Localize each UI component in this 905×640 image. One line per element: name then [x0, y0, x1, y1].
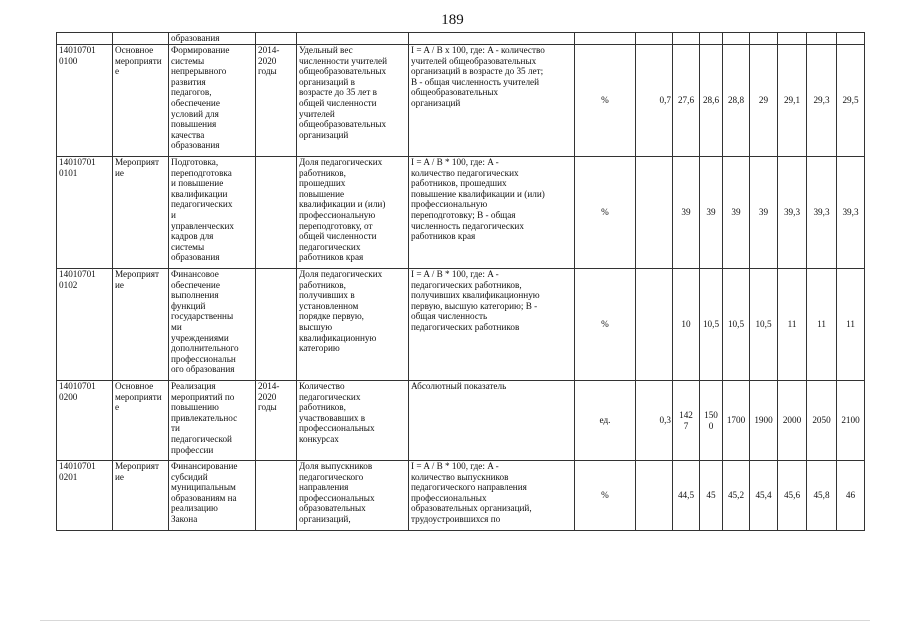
indicator-cell: Доля педагогических работников, получивших в установленном порядке первую, высшую квалификационную категорию [297, 269, 409, 381]
indicator-cell [297, 33, 409, 45]
code-cell [57, 33, 113, 45]
name-cell: Формирование системы непрерывного развития педагогов, обеспечение условий для повышения качества образования [169, 45, 256, 157]
value-cell: 11 [807, 269, 837, 381]
table-row [57, 461, 865, 531]
value-cell: 29,1 [778, 45, 807, 157]
code-cell: 14010701 0200 [57, 381, 113, 461]
kind-cell: Мероприят ие [113, 269, 169, 381]
formula-cell: I = A / B * 100, где: A - количество педагогических работников, прошедших повышение квалификации и (или) профессиональную переподготовку; B - общая численность педагогических работников края [409, 157, 575, 269]
table-row [57, 45, 865, 157]
value-cell: 45,4 [750, 461, 778, 531]
name-cell: Финансирование субсидий муниципальным образованиям на реализацию Закона [169, 461, 256, 531]
value-cell: 39,3 [837, 157, 865, 269]
table-row-continuation [57, 33, 865, 45]
value-cell: 29,3 [807, 45, 837, 157]
scan-edge-line [40, 620, 870, 621]
value-cell [837, 33, 865, 45]
value-cell: 1700 [723, 381, 750, 461]
kind-cell [113, 33, 169, 45]
value-cell: 142 7 [673, 381, 700, 461]
value-cell: 1900 [750, 381, 778, 461]
program-indicators-table [56, 32, 865, 531]
value-cell [778, 33, 807, 45]
value-cell: 11 [778, 269, 807, 381]
period-cell [256, 269, 297, 381]
formula-cell: I = A / B * 100, где: A - количество выпускников педагогического направления профессиональных образовательных организаций, трудоустроившихся по [409, 461, 575, 531]
value-cell: 29 [750, 45, 778, 157]
value-cell: 44,5 [673, 461, 700, 531]
code-cell: 14010701 0102 [57, 269, 113, 381]
value-cell [673, 33, 700, 45]
formula-cell [409, 33, 575, 45]
period-cell: 2014- 2020 годы [256, 381, 297, 461]
value-cell: 39,3 [807, 157, 837, 269]
table-row [57, 381, 865, 461]
unit-cell: % [575, 269, 636, 381]
value-cell: 28,6 [700, 45, 723, 157]
value-cell: 39 [723, 157, 750, 269]
value-cell: 27,6 [673, 45, 700, 157]
value-cell: 45,2 [723, 461, 750, 531]
value-cell: 39 [750, 157, 778, 269]
value-cell: 2050 [807, 381, 837, 461]
base-value-cell [636, 269, 673, 381]
base-value-cell: 0,3 [636, 381, 673, 461]
code-cell: 14010701 0201 [57, 461, 113, 531]
value-cell: 10,5 [700, 269, 723, 381]
value-cell: 2000 [778, 381, 807, 461]
base-value-cell [636, 461, 673, 531]
table-row [57, 157, 865, 269]
kind-cell: Мероприят ие [113, 461, 169, 531]
table-row [57, 269, 865, 381]
value-cell [750, 33, 778, 45]
period-cell [256, 461, 297, 531]
value-cell: 10,5 [723, 269, 750, 381]
value-cell: 10 [673, 269, 700, 381]
unit-cell: % [575, 461, 636, 531]
name-cell: Реализация мероприятий по повышению привлекательнос ти педагогической профессии [169, 381, 256, 461]
page-number: 189 [441, 12, 464, 28]
formula-cell: I = A / B * 100, где: A - педагогических работников, получивших квалификационную первую, высшую категорию; B - общая численность педагогических работников [409, 269, 575, 381]
value-cell: 11 [837, 269, 865, 381]
base-value-cell: 0,7 [636, 45, 673, 157]
value-cell: 28,8 [723, 45, 750, 157]
value-cell: 29,5 [837, 45, 865, 157]
value-cell [807, 33, 837, 45]
period-cell [256, 33, 297, 45]
formula-cell: I = A / B x 100, где: A - количество учителей общеобразовательных организаций в возрасте до 35 лет; B - общая численность учителей общеобразовательных организаций [409, 45, 575, 157]
indicator-cell: Количество педагогических работников, участвовавших в профессиональных конкурсах [297, 381, 409, 461]
value-cell: 45,8 [807, 461, 837, 531]
formula-cell: Абсолютный показатель [409, 381, 575, 461]
value-cell: 150 0 [700, 381, 723, 461]
value-cell: 45,6 [778, 461, 807, 531]
code-cell: 14010701 0100 [57, 45, 113, 157]
indicator-cell: Доля выпускников педагогического направления профессиональных образовательных организаций, [297, 461, 409, 531]
kind-cell: Основное мероприяти е [113, 45, 169, 157]
value-cell: 2100 [837, 381, 865, 461]
period-cell: 2014- 2020 годы [256, 45, 297, 157]
kind-cell: Основное мероприяти е [113, 381, 169, 461]
unit-cell: % [575, 45, 636, 157]
base-value-cell [636, 157, 673, 269]
unit-cell: % [575, 157, 636, 269]
indicator-cell: Доля педагогических работников, прошедших повышение квалификации и (или) профессиональную переподготовку, от общей численности педагогических работников края [297, 157, 409, 269]
base-value-cell [636, 33, 673, 45]
kind-cell: Мероприят ие [113, 157, 169, 269]
value-cell: 46 [837, 461, 865, 531]
value-cell: 39 [700, 157, 723, 269]
value-cell [700, 33, 723, 45]
name-cell: образования [169, 33, 256, 45]
unit-cell: ед. [575, 381, 636, 461]
value-cell [723, 33, 750, 45]
code-cell: 14010701 0101 [57, 157, 113, 269]
value-cell: 45 [700, 461, 723, 531]
unit-cell [575, 33, 636, 45]
value-cell: 39 [673, 157, 700, 269]
period-cell [256, 157, 297, 269]
indicator-cell: Удельный вес численности учителей общеобразовательных организаций в возрасте до 35 лет в общей численности учителей общеобразовательных организаций [297, 45, 409, 157]
value-cell: 39,3 [778, 157, 807, 269]
value-cell: 10,5 [750, 269, 778, 381]
name-cell: Подготовка, переподготовка и повышение квалификации педагогических и управленческих кадров для системы образования [169, 157, 256, 269]
name-cell: Финансовое обеспечение выполнения функций государственны ми учреждениями дополнительного профессиональн ого образования [169, 269, 256, 381]
